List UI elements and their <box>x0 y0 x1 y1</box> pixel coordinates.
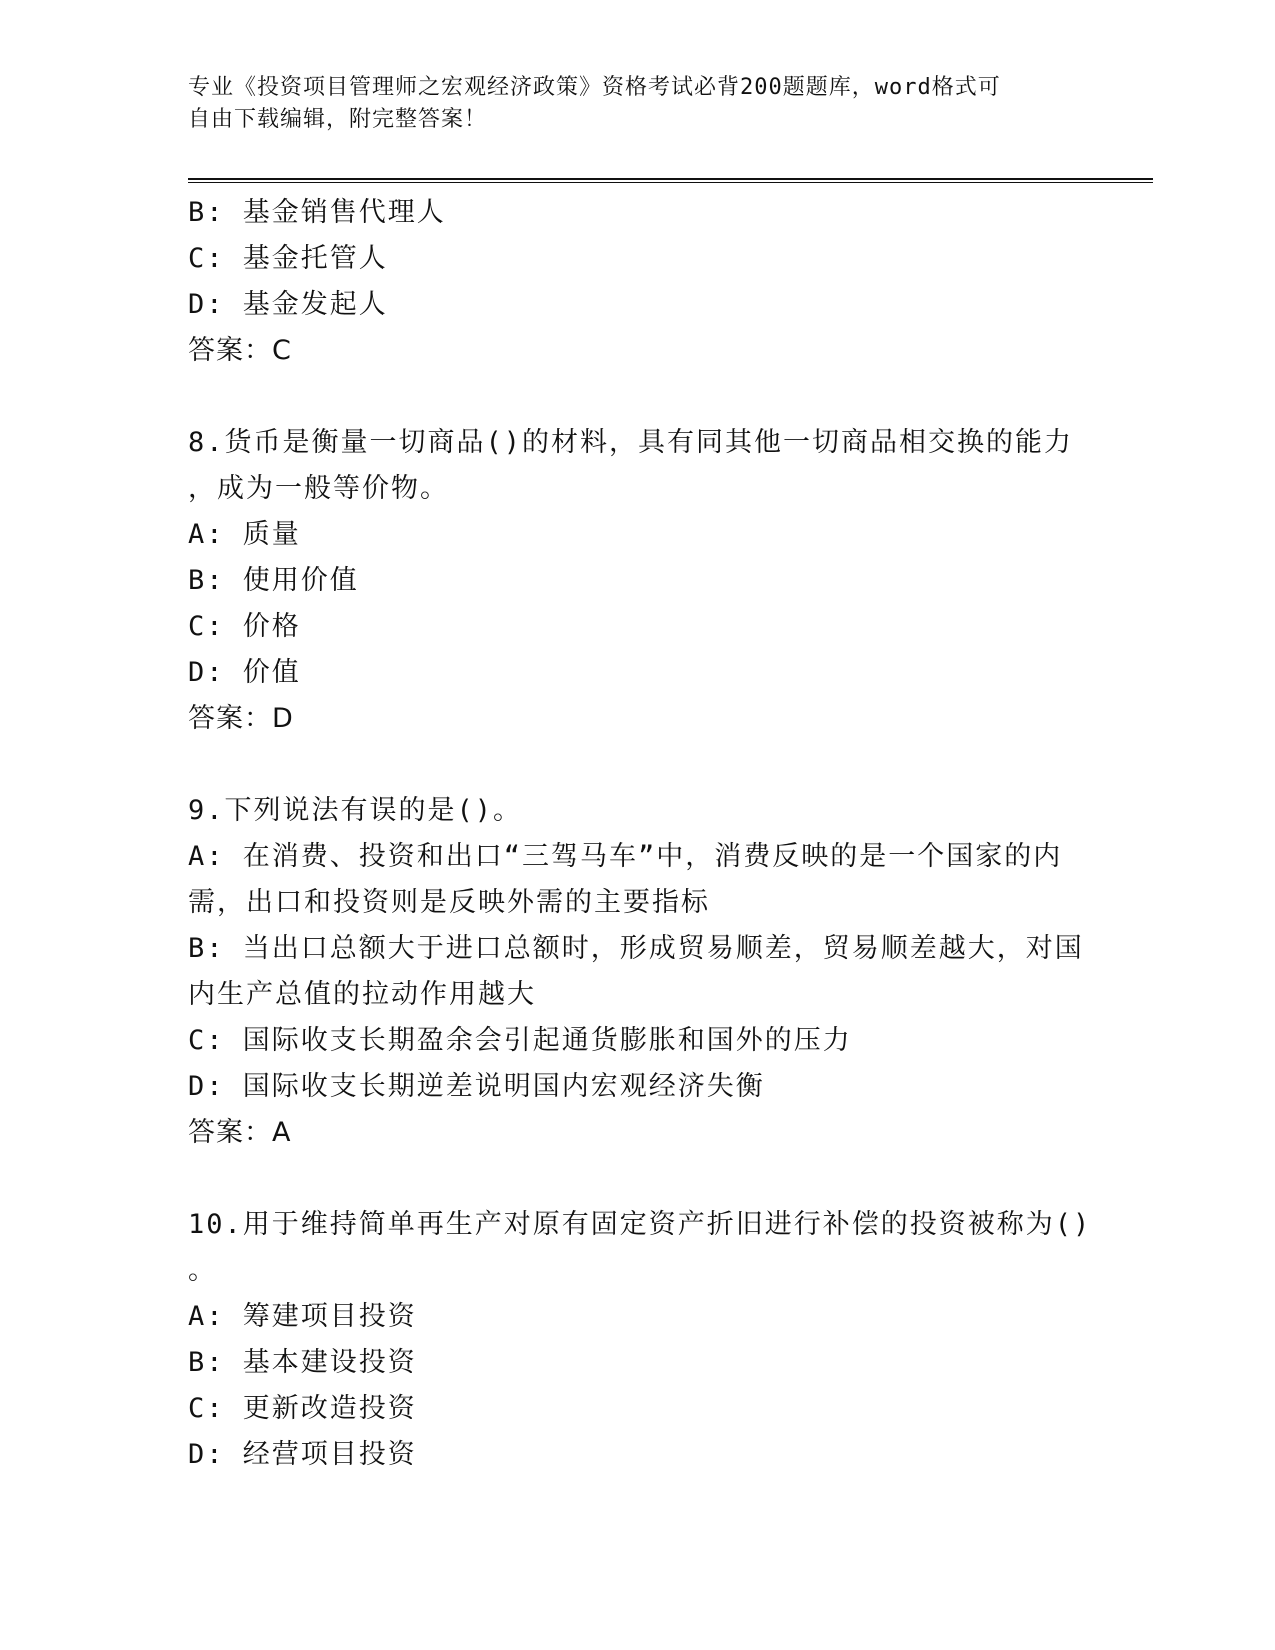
option-a: A: 质量 <box>188 519 301 550</box>
option-c: C: 价格 <box>188 611 301 642</box>
option-d: D: 基金发起人 <box>188 289 388 320</box>
answer-label: 答案：A <box>188 1117 292 1148</box>
option-b: B: 基金销售代理人 <box>188 197 446 228</box>
question-stem: 9.下列说法有误的是()。 <box>188 795 523 826</box>
option-c: C: 更新改造投资 <box>188 1393 417 1424</box>
option-c: C: 基金托管人 <box>188 243 388 274</box>
option-a: A: 在消费、投资和出口“三驾马车”中，消费反映的是一个国家的内 <box>188 841 1063 872</box>
spacer <box>188 374 1088 420</box>
spacer <box>188 742 1088 788</box>
option-d: D: 经营项目投资 <box>188 1439 417 1470</box>
spacer <box>188 1156 1088 1202</box>
option-b: B: 基本建设投资 <box>188 1347 417 1378</box>
option-d: D: 国际收支长期逆差说明国内宏观经济失衡 <box>188 1071 765 1102</box>
option-b-continued: 内生产总值的拉动作用越大 <box>188 979 536 1010</box>
option-b: B: 当出口总额大于进口总额时，形成贸易顺差，贸易顺差越大，对国 <box>188 933 1084 964</box>
answer-label: 答案：D <box>188 703 294 734</box>
header-line-1: 专业《投资项目管理师之宏观经济政策》资格考试必背200题题库，word格式可 <box>188 75 1001 100</box>
question-7-block <box>188 190 1088 374</box>
option-a: A: 筹建项目投资 <box>188 1301 417 1332</box>
answer-label: 答案：C <box>188 335 292 366</box>
question-9-block <box>188 788 1088 1156</box>
option-d: D: 价值 <box>188 657 301 688</box>
question-stem: 8.货币是衡量一切商品()的材料，具有同其他一切商品相交换的能力 <box>188 427 1074 458</box>
question-stem-continued: 。 <box>188 1255 217 1286</box>
question-stem: 10.用于维持简单再生产对原有固定资产折旧进行补偿的投资被称为() <box>188 1209 1092 1240</box>
header-line-2: 自由下载编辑，附完整答案！ <box>188 107 488 132</box>
document-header <box>188 72 1068 136</box>
question-10-block <box>188 1202 1092 1478</box>
header-divider <box>188 178 1153 183</box>
question-8-block <box>188 420 1088 742</box>
option-c: C: 国际收支长期盈余会引起通货膨胀和国外的压力 <box>188 1025 852 1056</box>
question-list <box>188 190 1092 1478</box>
question-stem-continued: ，成为一般等价物。 <box>188 473 449 504</box>
option-b: B: 使用价值 <box>188 565 359 596</box>
option-a-continued: 需，出口和投资则是反映外需的主要指标 <box>188 887 710 918</box>
